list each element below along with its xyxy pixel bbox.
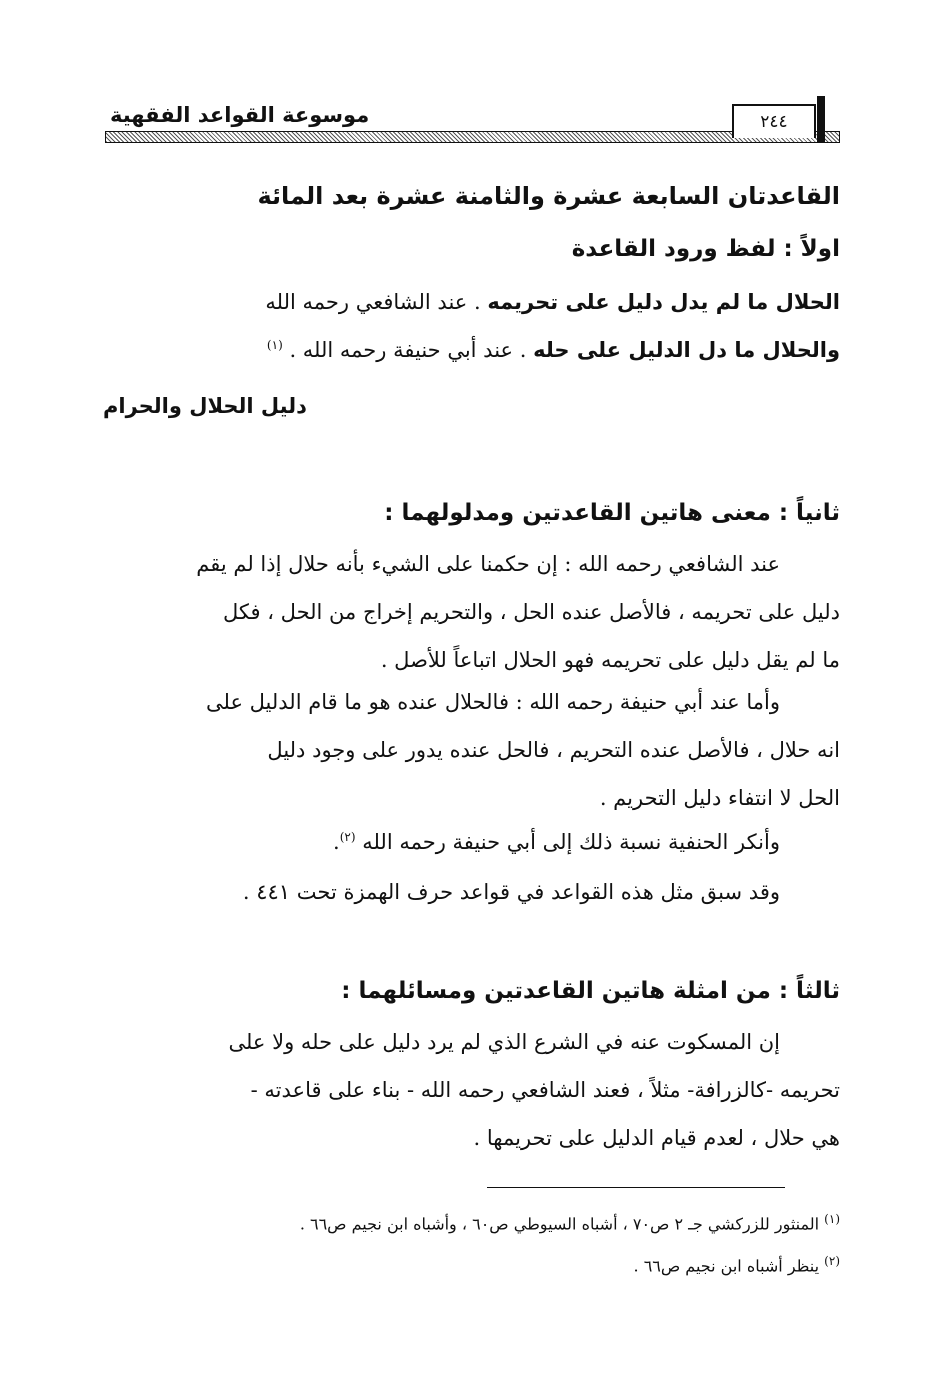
section2-line: ما لم يقل دليل على تحريمه فهو الحلال اتباعاً للأصل . [380, 648, 840, 672]
footnote-2 [634, 1254, 840, 1275]
footnote-ref-1: (١) [266, 338, 283, 352]
page-number-bar [817, 96, 825, 142]
footnote-text: المنثور للزركشي جـ ٢ ص٧٠ ، أشباه السيوطي ص٦٠ ، وأشباه ابن نجيم ص٦٦ . [299, 1214, 820, 1234]
section2-line: انه حلال ، فالأصل عنده التحريم ، فالحل عنده يدور على وجود دليل [267, 738, 840, 762]
section2-line: دليل على تحريمه ، فالأصل عنده الحل ، والتحريم إخراج من الحل ، فكل [223, 600, 840, 624]
footnote-number: (٢) [824, 1254, 840, 1268]
running-header-title: موسوعة القواعد الفقهية [110, 103, 370, 127]
rule-line-2 [267, 338, 840, 362]
rule2-text: والحلال ما دل الدليل على حله [533, 338, 840, 362]
denial-text: وأنكر الحنفية نسبة ذلك إلى أبي حنيفة رحمه الله [362, 830, 780, 854]
page-number: ٢٤٤ [732, 104, 816, 138]
side-heading: دليل الحلال والحرام [103, 394, 307, 418]
section2-heading: ثانياً : معنى هاتين القاعدتين ومدلولهما : [384, 500, 840, 526]
section2-line: وأما عند أبي حنيفة رحمه الله : فالحلال عنده هو ما قام الدليل على [205, 690, 780, 714]
denial-line [333, 830, 780, 854]
rule-line-1 [265, 290, 840, 314]
denial-end: . [333, 830, 340, 854]
footnote-text: ينظر أشباه ابن نجيم ص٦٦ . [633, 1256, 820, 1276]
section3-line: إن المسكوت عنه في الشرع الذي لم يرد دليل على حله ولا على [228, 1030, 780, 1054]
footnote-ref-2: (٢) [339, 830, 356, 844]
rule1-text: الحلال ما لم يدل دليل على تحريمه [487, 290, 840, 314]
section3-line: تحريمه -كالزرافة- مثلاً ، فعند الشافعي رحمه الله - بناء على قاعدته - [250, 1078, 840, 1102]
section1-heading: اولاً : لفظ ورود القاعدة [571, 236, 840, 262]
section2-line: عند الشافعي رحمه الله : إن حكمنا على الشيء بأنه حلال إذا لم يقم [196, 552, 780, 576]
rule2-attribution: . عند أبي حنيفة رحمه الله . [289, 338, 534, 362]
main-title: القاعدتان السابعة عشرة والثامنة عشرة بعد المائة [257, 182, 840, 210]
rule1-attribution: . عند الشافعي رحمه الله [265, 290, 488, 314]
footnote-number: (١) [824, 1212, 840, 1226]
header-rule [105, 131, 840, 143]
footnote-1 [300, 1212, 840, 1233]
section2-line: الحل لا انتفاء دليل التحريم . [599, 786, 840, 810]
section3-heading: ثالثاً : من امثلة هاتين القاعدتين ومسائلهما : [341, 978, 840, 1004]
section3-line: هي حلال ، لعدم قيام الدليل على تحريمها . [473, 1126, 840, 1150]
previous-reference-line: وقد سبق مثل هذه القواعد في قواعد حرف الهمزة تحت ٤٤١ . [242, 880, 780, 904]
footnote-rule [487, 1187, 785, 1188]
